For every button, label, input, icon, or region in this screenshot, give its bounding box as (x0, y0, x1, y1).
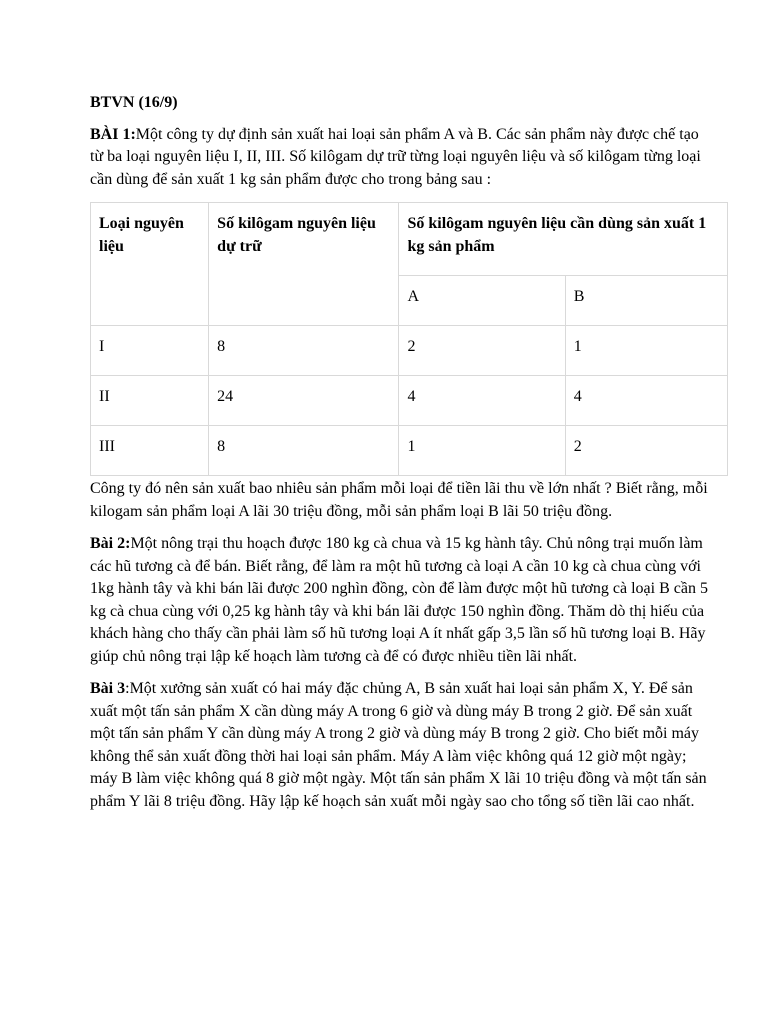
cell-a: 1 (399, 426, 565, 476)
header-usage: Số kilôgam nguyên liệu cần dùng sản xuất 1 kg sản phẩm (399, 203, 728, 276)
problem-2 (90, 533, 710, 668)
problem-1-label: BÀI 1: (90, 125, 136, 143)
table-row (91, 426, 728, 476)
problem-2-text: Một nông trại thu hoạch được 180 kg cà chua và 15 kg hành tây. Chủ nông trại muốn làm các hũ tương cà để bán. Biết rằng, để làm ra một hũ tương cà loại A cần 10 kg cà chua cùng với 1kg hành tây và khi bán lãi được 200 nghìn đồng, còn để làm được một hũ tương cà loại B cần 5 kg cà chua cùng với 0,25 kg hành tây và khi bán lãi được 150 nghìn đồng. Thăm dò thị hiếu của khách hàng cho thấy cần phải làm số hũ tương loại A ít nhất gấp 3,5 lần số hũ tương loại B. Hãy giúp chủ nông trại lập kế hoạch làm tương cà để có được nhiều tiền lãi nhất. (90, 535, 708, 665)
problem-3 (90, 678, 710, 813)
cell-material: I (91, 326, 209, 376)
cell-stock: 8 (209, 326, 399, 376)
cell-stock: 8 (209, 426, 399, 476)
materials-table (90, 202, 728, 476)
table-row (91, 376, 728, 426)
header-stock: Số kilôgam nguyên liệu dự trữ (209, 203, 399, 326)
cell-b: 4 (565, 376, 727, 426)
subheader-b: B (565, 276, 727, 326)
header-material: Loại nguyên liệu (91, 203, 209, 326)
cell-b: 1 (565, 326, 727, 376)
cell-b: 2 (565, 426, 727, 476)
cell-a: 4 (399, 376, 565, 426)
document-page (90, 92, 710, 823)
subheader-a: A (399, 276, 565, 326)
problem-3-label: Bài 3 (90, 680, 126, 697)
problem-1-intro (90, 124, 710, 192)
cell-material: II (91, 376, 209, 426)
problem-1-question: Công ty đó nên sản xuất bao nhiêu sản phẩm mỗi loại để tiền lãi thu về lớn nhất ? Biết rằng, mỗi kilogam sản phẩm loại A lãi 30 triệu đồng, mỗi sản phẩm loại B lãi 50 triệu đồng. (90, 480, 708, 520)
problem-1-text: Một công ty dự định sản xuất hai loại sản phẩm A và B. Các sản phẩm này được chế tạo từ ba loại nguyên liệu I, II, III. Số kilôgam dự trữ từng loại nguyên liệu và số kilôgam từng loại cần dùng để sản xuất 1 kg sản phẩm được cho trong bảng sau : (90, 125, 701, 188)
cell-stock: 24 (209, 376, 399, 426)
table-header-row (91, 203, 728, 276)
cell-a: 2 (399, 326, 565, 376)
cell-material: III (91, 426, 209, 476)
problem-3-text: :Một xưởng sản xuất có hai máy đặc chủng A, B sản xuất hai loại sản phẩm X, Y. Để sản xuất một tấn sản phẩm X cần dùng máy A trong 6 giờ và dùng máy B trong 2 giờ. Để sản xuất một tấn sản phẩm Y cần dùng máy A trong 2 giờ và dùng máy B trong 2 giờ. Cho biết mỗi máy không thể sản xuất đồng thời hai loại sản phẩm. Máy A làm việc không quá 12 giờ một ngày; máy B làm việc không quá 8 giờ một ngày. Một tấn sản phẩm X lãi 10 triệu đồng và một tấn sản phẩm Y lãi 8 triệu đồng. Hãy lập kế hoạch sản xuất mỗi ngày sao cho tổng số tiền lãi cao nhất. (90, 680, 707, 810)
document-title: BTVN (16/9) (90, 94, 178, 111)
table-row (91, 326, 728, 376)
problem-2-label: Bài 2: (90, 535, 131, 552)
